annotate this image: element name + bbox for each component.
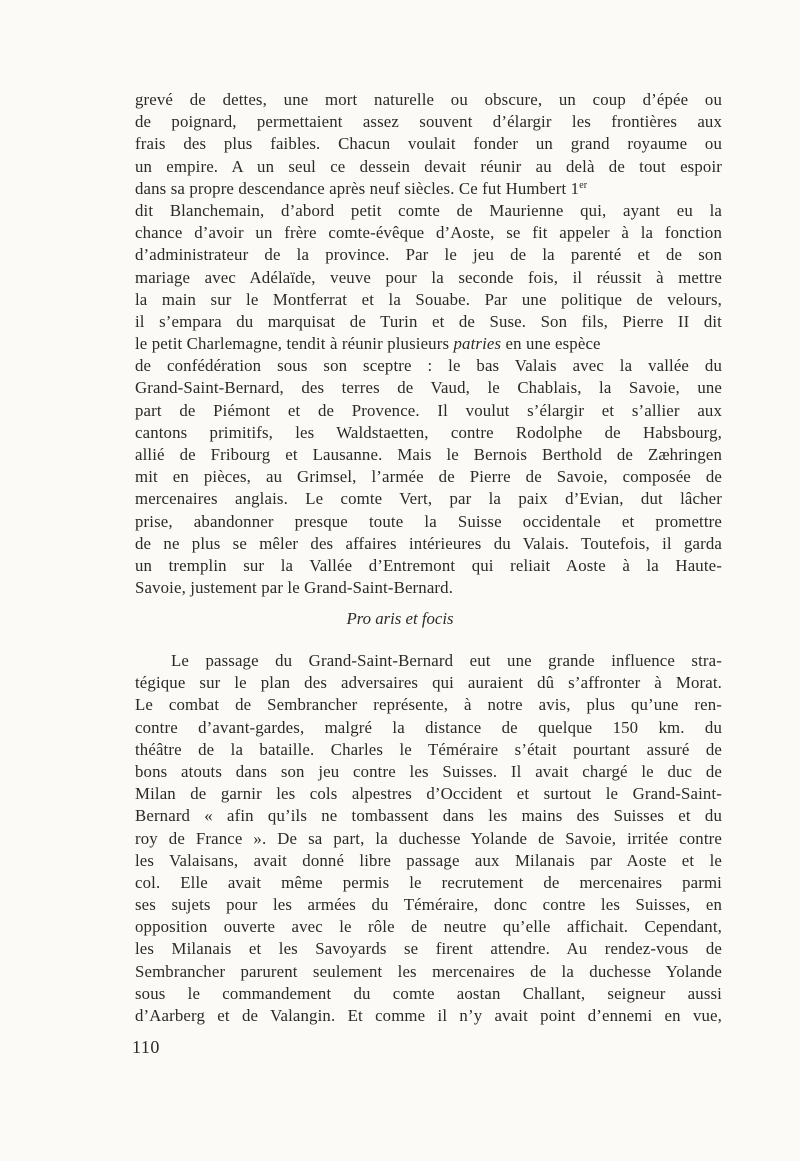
page-number: 110 <box>132 1037 160 1057</box>
text-line: d’administrateur de la province. Par le jeu de la parenté et de son <box>135 245 722 265</box>
text-line: Grand-Saint-Bernard, des terres de Vaud, le Chablais, la Savoie, une <box>135 378 722 398</box>
text-line: il s’empara du marquisat de Turin et de Suse. Son fils, Pierre II dit <box>135 311 722 331</box>
text-line: grevé de dettes, une mort naturelle ou obscure, un coup d’épée ou <box>135 90 722 109</box>
text-line-content: en une espèce <box>501 334 601 354</box>
text-line: roy de France ». De sa part, la duchesse Yolande de Savoie, irritée contre <box>135 828 722 848</box>
text-line: un tremplin sur la Vallée d’Entremont qui reliait Aoste à la Haute- <box>135 555 722 575</box>
text-line: opposition ouverte avec le rôle de neutre qu’elle affichait. Cependant, <box>135 917 722 937</box>
text-line: sous le commandement du comte aostan Challant, seigneur aussi <box>135 983 722 1003</box>
text-line: Le combat de Sembrancher représente, à notre avis, plus qu’une ren- <box>135 695 722 715</box>
text-line: Milan de garnir les cols alpestres d’Occident et surtout le Grand-Saint- <box>135 784 722 804</box>
text-line: théâtre de la bataille. Charles le Téméraire s’était pourtant assuré de <box>135 739 722 759</box>
section-heading: Pro aris et focis <box>346 609 454 628</box>
text-line: mit en pièces, au Grimsel, l’armée de Pierre de Savoie, composée de <box>135 467 722 487</box>
superscript: er <box>579 179 588 191</box>
text-line: Le passage du Grand-Saint-Bernard eut une grande influence stra- <box>171 651 722 670</box>
text-line: part de Piémont et de Provence. Il voulut s’élargir et s’allier aux <box>135 400 722 420</box>
text-line <box>135 333 722 355</box>
text-line: de ne plus se mêler des affaires intérieures du Valais. Toutefois, il garda <box>135 533 722 553</box>
text-line: tégique sur le plan des adversaires qui auraient dû s’affronter à Morat. <box>135 673 722 693</box>
italic-word: patries <box>453 334 502 354</box>
text-line: d’Aarberg et de Valangin. Et comme il n’y avait point d’ennemi en vue, <box>135 1006 722 1025</box>
text-line-content: dans sa propre descendance après neuf siècles. Ce fut Humbert 1 <box>135 178 580 198</box>
text-line: Savoie, justement par le Grand-Saint-Bernard. <box>135 578 454 598</box>
text-line: un empire. A un seul ce dessein devait réunir au delà de tout espoir <box>135 156 722 176</box>
text-line: les Milanais et les Savoyards se firent attendre. Au rendez-vous de <box>135 939 722 959</box>
text-line: ses sujets pour les armées du Téméraire, donc contre les Suisses, en <box>135 895 722 915</box>
text-line: les Valaisans, avait donné libre passage aux Milanais par Aoste et le <box>135 850 722 870</box>
text-line: prise, abandonner presque toute la Suisse occidentale et promettre <box>135 511 722 531</box>
text-line-content: le petit Charlemagne, tendit à réunir plusieurs <box>135 334 454 354</box>
text-line: mercenaires anglais. Le comte Vert, par la paix d’Evian, dut lâcher <box>135 489 722 509</box>
text-line: de poignard, permettaient assez souvent d’élargir les frontières aux <box>135 112 722 132</box>
text-line: dit Blanchemain, d’abord petit comte de Maurienne qui, ayant eu la <box>135 200 722 220</box>
text-line: cantons primitifs, les Waldstaetten, contre Rodolphe de Habsbourg, <box>135 422 722 442</box>
text-line: la main sur le Montferrat et la Souabe. Par une politique de velours, <box>135 289 722 309</box>
text-line: allié de Fribourg et Lausanne. Mais le Bernois Berthold de Zæhringen <box>135 445 722 464</box>
paragraph-2 <box>135 650 722 1027</box>
paragraph-1 <box>135 89 722 599</box>
text-line: bons atouts dans son jeu contre les Suisses. Il avait chargé le duc de <box>135 761 722 781</box>
text-line: chance d’avoir un frère comte-évêque d’Aoste, se fit appeler à la fonction <box>135 223 722 243</box>
text-line: de confédération sous son sceptre : le bas Valais avec la vallée du <box>135 356 722 376</box>
text-line: frais des plus faibles. Chacun voulait fonder un grand royaume ou <box>135 134 722 154</box>
text-line: Bernard « afin qu’ils ne tombassent dans les mains des Suisses et du <box>135 806 722 826</box>
text-line: mariage avec Adélaïde, veuve pour la seconde fois, il réussit à mettre <box>135 267 722 287</box>
text-line <box>135 178 722 200</box>
text-line: contre d’avant-gardes, malgré la distance de quelque 150 km. du <box>135 717 722 737</box>
text-line: col. Elle avait même permis le recrutement de mercenaires parmi <box>135 872 722 892</box>
text-line: Sembrancher parurent seulement les mercenaires de la duchesse Yolande <box>135 961 722 981</box>
